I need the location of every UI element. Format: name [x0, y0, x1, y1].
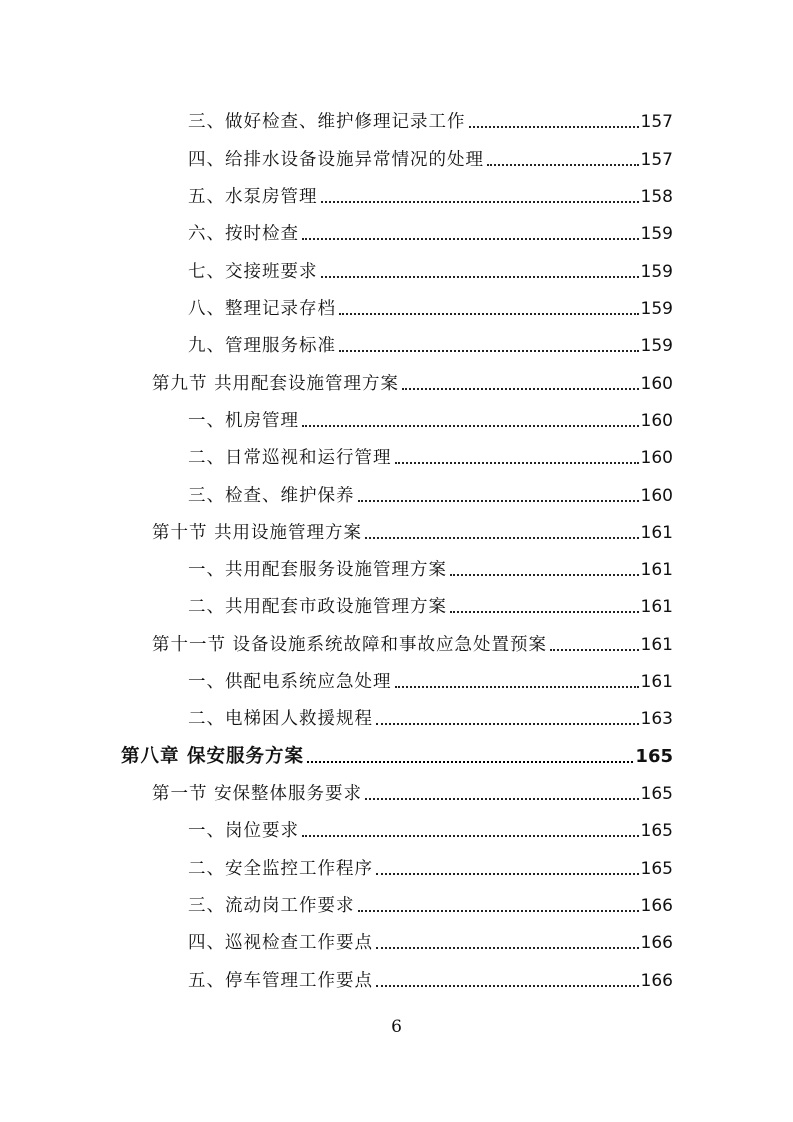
toc-entry-page: 161: [640, 523, 673, 543]
toc-entry[interactable]: [188, 326, 673, 356]
toc-entry[interactable]: [188, 214, 673, 244]
dot-leader: [450, 574, 639, 576]
toc-section[interactable]: [152, 364, 673, 394]
toc-entry-title: 第一节 安保整体服务要求: [152, 784, 363, 804]
toc-entry-title: 二、共用配套市政设施管理方案: [188, 597, 447, 617]
toc-entry-page: 159: [640, 224, 673, 244]
dot-leader: [376, 873, 639, 875]
dot-leader: [487, 164, 639, 166]
toc-entry-title: 三、流动岗工作要求: [188, 896, 355, 916]
toc-entry-title: 一、供配电系统应急处理: [188, 672, 392, 692]
dot-leader: [376, 947, 639, 949]
dot-leader: [302, 425, 639, 427]
toc-entry-page: 159: [640, 336, 673, 356]
toc-entry-title: 八、整理记录存档: [188, 299, 336, 319]
dot-leader: [358, 500, 639, 502]
toc-entry[interactable]: [188, 923, 673, 953]
toc-entry-page: 161: [640, 560, 673, 580]
dot-leader: [550, 649, 638, 651]
toc-section[interactable]: [152, 774, 673, 804]
dot-leader: [358, 910, 639, 912]
toc-section[interactable]: [152, 513, 673, 543]
toc-entry-title: 五、水泵房管理: [188, 187, 318, 207]
toc-entry[interactable]: [188, 550, 673, 580]
toc-entry-page: 163: [640, 709, 673, 729]
toc-entry[interactable]: [188, 587, 673, 617]
toc-entry[interactable]: [188, 699, 673, 729]
toc-entry[interactable]: [188, 849, 673, 879]
toc-entry[interactable]: [188, 961, 673, 991]
toc-entry-page: 166: [640, 971, 673, 991]
toc-entry-page: 157: [640, 112, 673, 132]
toc-entry-title: 第八章 保安服务方案: [121, 746, 304, 767]
toc-entry-title: 三、做好检查、维护修理记录工作: [188, 112, 466, 132]
toc-entry-page: 159: [640, 262, 673, 282]
toc-entry-page: 159: [640, 299, 673, 319]
toc-entry-page: 158: [640, 187, 673, 207]
toc-entry-title: 第十节 共用设施管理方案: [152, 523, 363, 543]
toc-entry[interactable]: [188, 102, 673, 132]
dot-leader: [365, 798, 638, 800]
toc-entry[interactable]: [188, 252, 673, 282]
dot-leader: [450, 611, 639, 613]
dot-leader: [376, 723, 639, 725]
toc-entry-title: 三、检查、维护保养: [188, 486, 355, 506]
toc-entry[interactable]: [188, 662, 673, 692]
toc-entry-page: 161: [640, 635, 673, 655]
toc-entry-page: 165: [640, 821, 673, 841]
toc-entry-page: 165: [640, 784, 673, 804]
dot-leader: [365, 537, 638, 539]
toc-entry-title: 四、巡视检查工作要点: [188, 933, 373, 953]
toc-entry-page: 160: [640, 411, 673, 431]
toc-entry-title: 一、共用配套服务设施管理方案: [188, 560, 447, 580]
dot-leader: [395, 462, 639, 464]
toc-entry-page: 166: [640, 933, 673, 953]
toc-entry-title: 一、岗位要求: [188, 821, 299, 841]
toc-entry-page: 161: [640, 597, 673, 617]
dot-leader: [339, 313, 639, 315]
toc-entry-title: 七、交接班要求: [188, 262, 318, 282]
dot-leader: [339, 350, 639, 352]
dot-leader: [321, 201, 639, 203]
toc-entry[interactable]: [188, 289, 673, 319]
toc-entry-title: 二、日常巡视和运行管理: [188, 448, 392, 468]
dot-leader: [321, 276, 639, 278]
toc-entry-page: 166: [640, 896, 673, 916]
dot-leader: [376, 985, 639, 987]
toc-entry-page: 165: [640, 859, 673, 879]
dot-leader: [307, 761, 633, 763]
toc-entry-title: 二、安全监控工作程序: [188, 859, 373, 879]
toc-entry-page: 161: [640, 672, 673, 692]
toc-entry-page: 165: [635, 746, 673, 767]
toc-entry-page: 157: [640, 150, 673, 170]
toc-entry-title: 五、停车管理工作要点: [188, 971, 373, 991]
dot-leader: [302, 835, 639, 837]
toc-entry[interactable]: [188, 886, 673, 916]
toc-entry-page: 160: [640, 448, 673, 468]
toc-entry-title: 九、管理服务标准: [188, 336, 336, 356]
toc-entry-title: 四、给排水设备设施异常情况的处理: [188, 150, 484, 170]
page-number: 6: [391, 1017, 402, 1037]
toc-entry-title: 二、电梯困人救援规程: [188, 709, 373, 729]
toc-chapter[interactable]: [121, 737, 673, 767]
toc-entry-page: 160: [640, 374, 673, 394]
toc-entry[interactable]: [188, 811, 673, 841]
toc-entry[interactable]: [188, 140, 673, 170]
toc-entry-title: 六、按时检查: [188, 224, 299, 244]
toc-entry[interactable]: [188, 177, 673, 207]
dot-leader: [395, 686, 639, 688]
toc-section[interactable]: [152, 625, 673, 655]
toc-entry-page: 160: [640, 486, 673, 506]
dot-leader: [302, 238, 639, 240]
dot-leader: [469, 126, 639, 128]
toc-entry[interactable]: [188, 438, 673, 468]
toc-entry-title: 一、机房管理: [188, 411, 299, 431]
toc-entry[interactable]: [188, 401, 673, 431]
toc-entry-title: 第十一节 设备设施系统故障和事故应急处置预案: [152, 635, 548, 655]
toc-entry[interactable]: [188, 476, 673, 506]
toc-entry-title: 第九节 共用配套设施管理方案: [152, 374, 400, 394]
dot-leader: [402, 388, 638, 390]
